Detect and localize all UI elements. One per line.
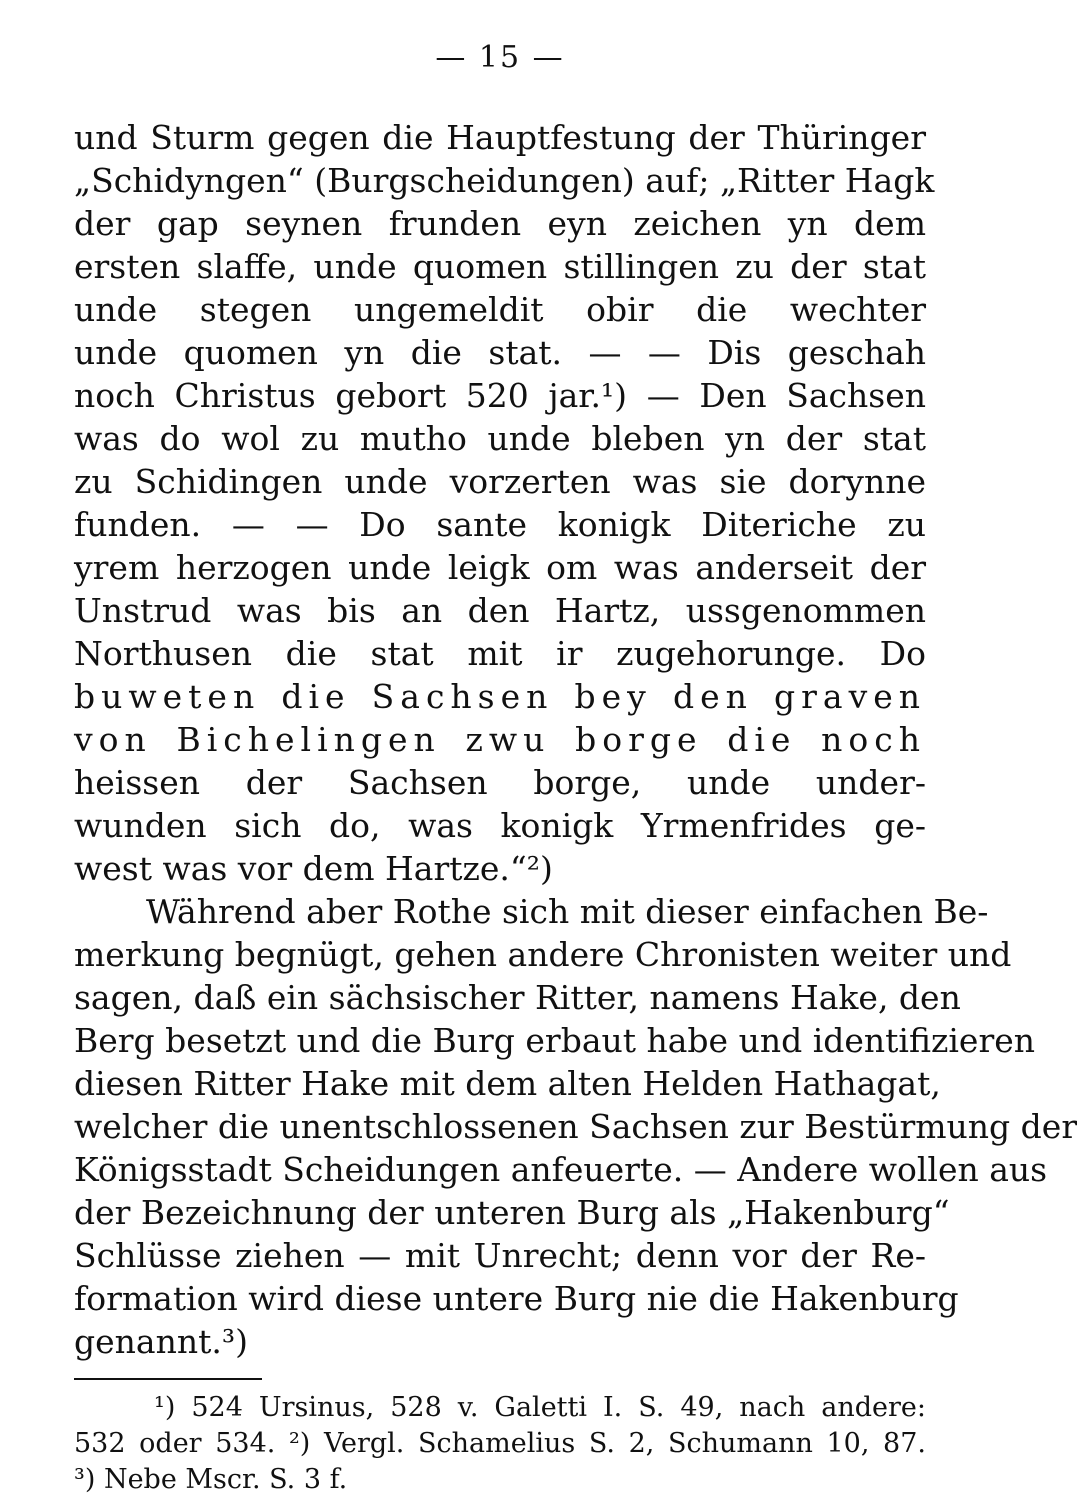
footnote-line: ¹) 524 Ursinus, 528 v. Galetti I. S. 49, nach andere:	[154, 1392, 926, 1423]
text-line: buweten die Sachsen bey den graven	[74, 677, 926, 716]
text-line: welcher die unentschlossenen Sachsen zur Bestürmung der	[74, 1107, 1077, 1146]
footnote-separator	[74, 1378, 262, 1380]
text-line: yrem herzogen unde leigk om was anderseit der	[74, 548, 926, 587]
text-line: sagen, daß ein sächsischer Ritter, namens Hake, den	[74, 978, 961, 1017]
text-line: und Sturm gegen die Hauptfestung der Thüringer	[74, 118, 926, 157]
text-line: „Schidyngen“ (Burgscheidungen) auf; „Ritter Hagk	[74, 161, 935, 200]
text-line: Königsstadt Scheidungen anfeuerte. — Andere wollen aus	[74, 1150, 1048, 1189]
text-line: Berg besetzt und die Burg erbaut habe und identifizieren	[74, 1021, 1036, 1060]
text-line: wunden sich do, was konigk Yrmenfrides ge-	[74, 806, 926, 845]
text-line: funden. — — Do sante konigk Diteriche zu	[74, 505, 926, 544]
text-line: diesen Ritter Hake mit dem alten Helden Hathagat,	[74, 1064, 941, 1103]
text-line: Schlüsse ziehen — mit Unrecht; denn vor der Re-	[74, 1236, 926, 1275]
text-line: von Bichelingen zwu borge die noch	[74, 720, 926, 759]
text-line: merkung begnügt, gehen andere Chronisten weiter und	[74, 935, 1012, 974]
text-line: zu Schidingen unde vorzerten was sie dorynne	[74, 462, 926, 501]
text-line: der Bezeichnung der unteren Burg als „Hakenburg“	[74, 1193, 950, 1232]
footnote-line: ³) Nebe Mscr. S. 3 f.	[74, 1464, 348, 1495]
text-line: Northusen die stat mit ir zugehorunge. Do	[74, 634, 926, 673]
footnote-line: 532 oder 534. ²) Vergl. Schamelius S. 2, Schumann 10, 87.	[74, 1428, 926, 1459]
text-line: Unstrud was bis an den Hartz, ussgenommen	[74, 591, 926, 630]
text-line: genannt.³)	[74, 1322, 248, 1361]
page-number: — 15 —	[435, 40, 565, 75]
text-line: unde quomen yn die stat. — — Dis geschah	[74, 333, 926, 372]
text-line: unde stegen ungemeldit obir die wechter	[74, 290, 926, 329]
text-line: west was vor dem Hartze.“²)	[74, 849, 553, 888]
text-line: Während aber Rothe sich mit dieser einfachen Be-	[146, 892, 989, 931]
text-line: formation wird diese untere Burg nie die Hakenburg	[74, 1279, 959, 1318]
text-line: noch Christus gebort 520 jar.¹) — Den Sachsen	[74, 376, 926, 415]
text-line: heissen der Sachsen borge, unde under-	[74, 763, 926, 802]
text-line: ersten slaffe, unde quomen stillingen zu der stat	[74, 247, 926, 286]
text-line: der gap seynen frunden eyn zeichen yn dem	[74, 204, 926, 243]
text-line: was do wol zu mutho unde bleben yn der stat	[74, 419, 926, 458]
